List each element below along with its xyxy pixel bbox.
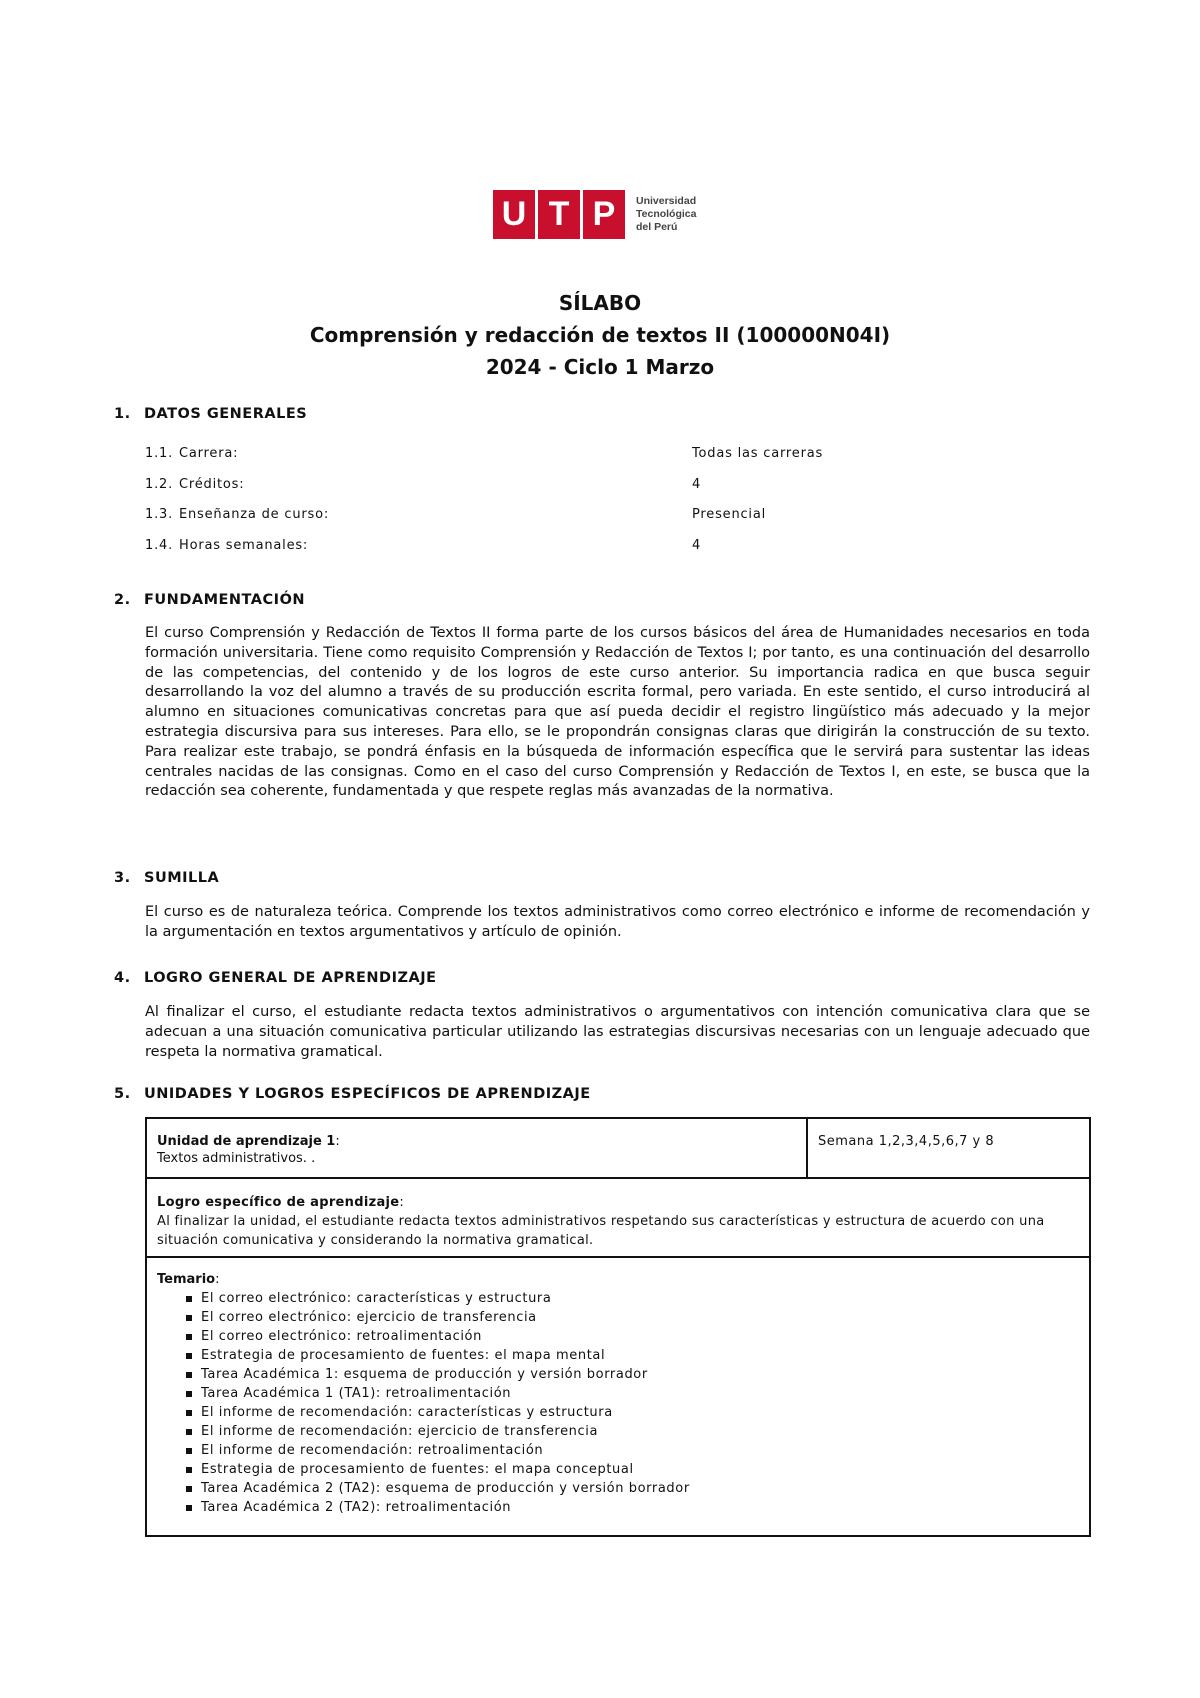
temario-item: El informe de recomendación: ejercicio de transferencia — [201, 1422, 1079, 1441]
unit-label: Unidad de aprendizaje 1 — [157, 1134, 336, 1149]
logo-letter-t: T — [538, 190, 580, 239]
section-heading-logro-general: 4. LOGRO GENERAL DE APRENDIZAJE — [114, 970, 437, 986]
logro-especifico-label: Logro específico de aprendizaje — [157, 1195, 400, 1210]
temario-item: Estrategia de procesamiento de fuentes: el mapa conceptual — [201, 1460, 1079, 1479]
datos-row-creditos: 1.2. Créditos: 4 — [145, 477, 702, 492]
temario-item: Tarea Académica 2 (TA2): esquema de producción y versión borrador — [201, 1479, 1079, 1498]
temario-label: Temario — [157, 1272, 216, 1287]
section-heading-datos-generales: 1. DATOS GENERALES — [114, 406, 308, 422]
temario-list — [157, 1289, 1079, 1517]
temario-item: Estrategia de procesamiento de fuentes: el mapa mental — [201, 1346, 1079, 1365]
fundamentacion-text: El curso Comprensión y Redacción de Textos II forma parte de los cursos básicos del área de Humanidades necesarios en toda formación universitaria. Tiene como requisito Comprensión y Redacción de Textos I; por tanto, es una continuación del desarrollo de las competencias, del contenido y de los logros de este curso anterior. Su importancia radica en que busca seguir desarrollando la voz del alumno a través de su producción escrita formal, pero variada. En este sentido, el curso introducirá al alumno en situaciones comunicativas concretas para que así pueda decidir el registro lingüístico más adecuado y la mejor estrategia discursiva para sus intereses. Para ello, se le propondrán consignas claras que dirigirán la construcción de su texto. Para realizar este trabajo, se pondrá énfasis en la búsqueda de información específica que le servirá para sustentar las ideas centrales nacidas de las consignas. Como en el caso del curso Comprensión y Redacción de Textos I, en este, se busca que la redacción sea coherente, fundamentada y que respete reglas más avanzadas de la normativa. — [145, 625, 1090, 800]
temario-item: El correo electrónico: retroalimentación — [201, 1327, 1079, 1346]
temario-item: El correo electrónico: características y estructura — [201, 1289, 1079, 1308]
datos-row-carrera: 1.1. Carrera: Todas las carreras — [145, 446, 824, 461]
utp-logo — [493, 190, 696, 239]
temario-item: Tarea Académica 1 (TA1): retroalimentación — [201, 1384, 1079, 1403]
sumilla-text: El curso es de naturaleza teórica. Comprende los textos administrativos como correo electrónico e informe de recomendación y la argumentación en textos argumentativos y artículo de opinión. — [145, 904, 1090, 940]
cycle-title: 2024 - Ciclo 1 Marzo — [485, 355, 715, 379]
datos-row-horas: 1.4. Horas semanales: 4 — [145, 538, 702, 553]
logo-letter-u: U — [493, 190, 535, 239]
temario-item: Tarea Académica 2 (TA2): retroalimentación — [201, 1498, 1079, 1517]
unit-name: Textos administrativos. . — [157, 1151, 316, 1166]
course-title: Comprensión y redacción de textos II (100000N04I) — [309, 323, 891, 347]
unit-logro-row: Logro específico de aprendizaje: Al finalizar la unidad, el estudiante redacta textos administrativos respetando sus características y estructura de acuerdo con una situación comunicativa y considerando la normativa gramatical. — [147, 1179, 1089, 1258]
unit-temario-row: Temario: El correo electrónico: características y estructura El correo electrónico: ejercicio de transferencia El correo electrónico: retroalimentación Estrategia de procesamiento de fuentes: el mapa mental Tarea Académica 1: esquema de producción y versión borrador Tarea Académica 1 (TA1): retroalimentación El informe de recomendación: características y estructura El informe de recomendación: ejercicio de transferencia El informe de recomendación: retroalimentación Estrategia de procesamiento de fuentes: el mapa conceptual Tarea Académica 2 (TA2): esquema de producción y versión borrador Tarea Académica 2 (TA2): retroalimentación — [147, 1258, 1089, 1535]
section-heading-unidades: 5. UNIDADES Y LOGROS ESPECÍFICOS DE APRENDIZAJE — [114, 1086, 591, 1102]
section-heading-fundamentacion: 2. FUNDAMENTACIÓN — [114, 592, 306, 608]
unit-weeks-cell: Semana 1,2,3,4,5,6,7 y 8 — [818, 1134, 995, 1149]
temario-item: El correo electrónico: ejercicio de transferencia — [201, 1308, 1079, 1327]
document-header — [0, 287, 1200, 383]
logro-especifico-text: Al finalizar la unidad, el estudiante redacta textos administrativos respetando sus características y estructura de acuerdo con una situación comunicativa y considerando la normativa gramatical. — [157, 1214, 1045, 1248]
datos-row-ensenanza: 1.3. Enseñanza de curso: Presencial — [145, 507, 767, 522]
temario-item: El informe de recomendación: características y estructura — [201, 1403, 1079, 1422]
logo-letter-p: P — [583, 190, 625, 239]
section-heading-sumilla: 3. SUMILLA — [114, 870, 220, 886]
unit-name-cell: Unidad de aprendizaje 1: Textos administrativos. . — [147, 1119, 808, 1177]
unit-table — [145, 1117, 1091, 1537]
logro-general-text: Al finalizar el curso, el estudiante redacta textos administrativos o argumentativos con intención comunicativa clara que se adecuan a una situación comunicativa particular utilizando las estrategias discursivas necesarias con un lenguaje adecuado que respeta la normativa gramatical. — [145, 1004, 1090, 1060]
document-title: SÍLABO — [558, 291, 642, 315]
logo-university-name: Universidad Tecnológica del Perú — [636, 195, 697, 233]
temario-item: Tarea Académica 1: esquema de producción y versión borrador — [201, 1365, 1079, 1384]
temario-item: El informe de recomendación: retroalimentación — [201, 1441, 1079, 1460]
unit-header-row — [147, 1119, 1089, 1179]
